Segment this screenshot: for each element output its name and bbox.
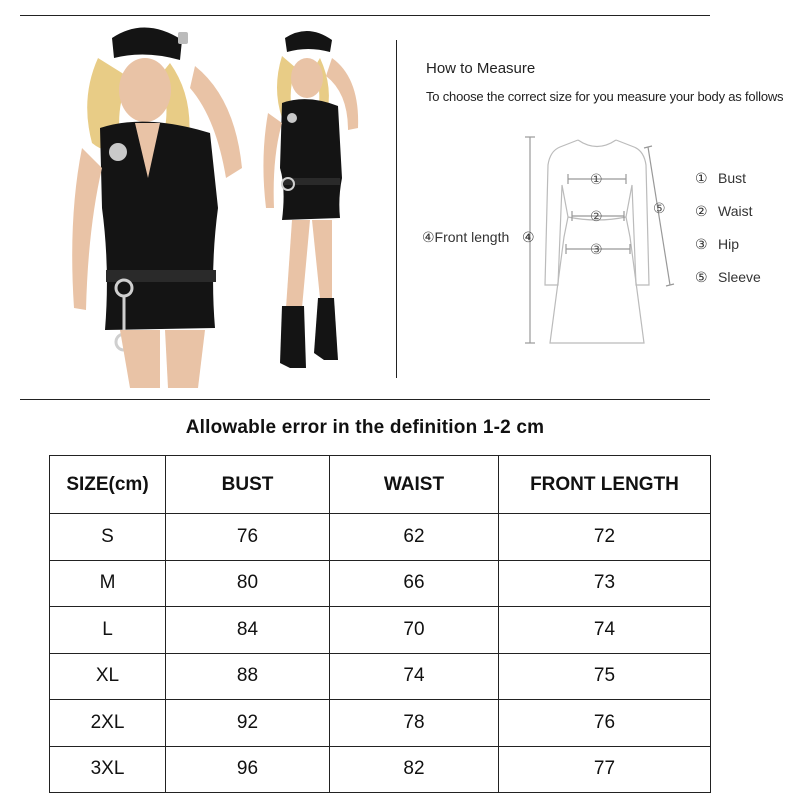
cell-front-length: 72 (499, 514, 711, 561)
cell-size: 2XL (50, 700, 166, 747)
cell-size: M (50, 560, 166, 607)
cell-bust: 96 (166, 746, 330, 793)
cell-size: XL (50, 653, 166, 700)
cell-size: L (50, 607, 166, 654)
cell-bust: 76 (166, 514, 330, 561)
cell-front-length: 73 (499, 560, 711, 607)
front-length-marker: ④ (522, 229, 535, 245)
vertical-divider (396, 40, 397, 378)
sleeve-line (648, 147, 670, 285)
legend-num: ① (695, 170, 708, 186)
cell-waist: 62 (330, 514, 499, 561)
allowable-error-note: Allowable error in the definition 1-2 cm (185, 417, 545, 438)
cell-waist: 70 (330, 607, 499, 654)
cell-waist: 78 (330, 700, 499, 747)
legend-num: ② (695, 203, 708, 219)
legend-label-hip: Hip (718, 236, 740, 252)
cell-bust: 84 (166, 607, 330, 654)
cell-waist: 82 (330, 746, 499, 793)
model-front-figure (72, 27, 242, 388)
table-row (50, 514, 711, 561)
model-side-figure (263, 31, 358, 368)
cell-waist: 74 (330, 653, 499, 700)
cell-front-length: 75 (499, 653, 711, 700)
hip-marker: ③ (590, 241, 603, 257)
cell-bust: 88 (166, 653, 330, 700)
header-size: SIZE(cm) (50, 456, 166, 514)
size-chart-table (49, 455, 711, 793)
cell-bust: 92 (166, 700, 330, 747)
header-front-length: FRONT LENGTH (499, 456, 711, 514)
measure-legend (695, 170, 761, 285)
table-row (50, 746, 711, 793)
measure-title: How to Measure (426, 60, 536, 77)
cell-bust: 80 (166, 560, 330, 607)
cell-front-length: 77 (499, 746, 711, 793)
table-row (50, 700, 711, 747)
table-header-row (50, 456, 711, 514)
legend-label-bust: Bust (718, 170, 747, 186)
cell-size: S (50, 514, 166, 561)
table-row (50, 607, 711, 654)
middle-divider (20, 399, 710, 400)
bust-marker: ① (590, 171, 603, 187)
sleeve-marker: ⑤ (653, 200, 666, 216)
legend-label-sleeve: Sleeve (718, 269, 761, 285)
table-row (50, 560, 711, 607)
cell-front-length: 74 (499, 607, 711, 654)
cell-waist: 66 (330, 560, 499, 607)
legend-num: ③ (695, 236, 708, 252)
legend-num: ⑤ (695, 269, 708, 285)
front-length-label: ④Front length (422, 229, 510, 245)
header-waist: WAIST (330, 456, 499, 514)
top-divider (20, 15, 710, 16)
measure-subtitle: To choose the correct size for you measure your body as follows (426, 89, 784, 104)
cell-size: 3XL (50, 746, 166, 793)
measurement-diagram (410, 125, 790, 355)
waist-marker: ② (590, 208, 603, 224)
table-row (50, 653, 711, 700)
legend-label-waist: Waist (718, 203, 753, 219)
product-photo (20, 18, 390, 388)
header-bust: BUST (166, 456, 330, 514)
cell-front-length: 76 (499, 700, 711, 747)
